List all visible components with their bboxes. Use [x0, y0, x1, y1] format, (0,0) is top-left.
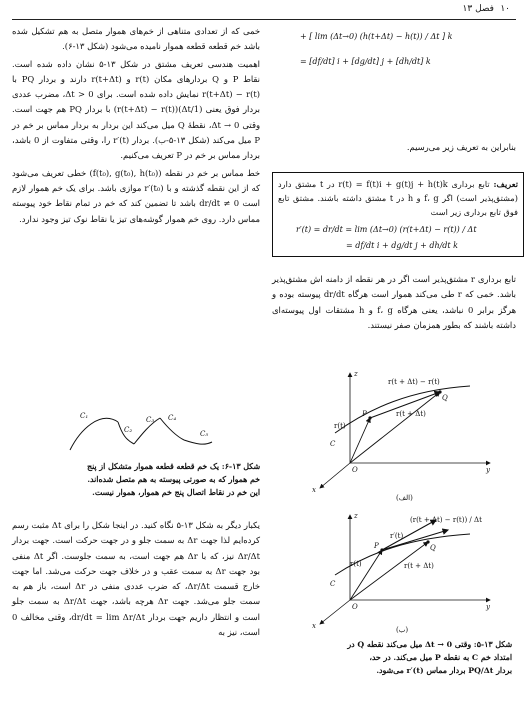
fig5a-origin-label: O: [352, 466, 358, 474]
fig5a-c-label: C: [330, 440, 336, 448]
fig5b-q-label: Q: [430, 544, 436, 552]
fig5a-diff-label: r(t + Δt) − r(t): [388, 378, 440, 386]
fig6-caption-line-1: شکل ۱۳-۶: یک خم قطعه قطعه هموار متشکل از پنج: [87, 462, 260, 471]
definition-box: [272, 172, 524, 257]
paragraph-therefore: بنابراین به تعریف زیر می‌رسیم.: [406, 142, 516, 152]
chapter-title: فصل ۱۳: [462, 4, 494, 14]
page-header: [0, 0, 528, 22]
fig5b-c-label: C: [330, 580, 336, 588]
figure-13-5-caption: [300, 638, 512, 677]
paragraph-piecewise-smooth: خمی که از تعدادی متناهی از خم‌های هموار متصل به هم تشکیل شده باشد خم قطعه قطعه هموار نامیده می‌شود (شکل ۱۳-۶).: [12, 26, 260, 52]
fig5b-z-label: z: [354, 512, 358, 520]
fig5-caption-line-1: شکل ۱۳-۵: وقتی Δt → 0 میل می‌کند نقطه Q در: [347, 640, 512, 649]
fig5b-x-label: x: [312, 622, 316, 630]
equation-limit-k: [300, 30, 500, 68]
curve-c3-label: C₃: [146, 416, 155, 424]
fig5b-p-label: P: [374, 542, 379, 550]
fig5b-rdt-label: r(t + Δt): [404, 562, 434, 570]
therefore-text: [272, 140, 516, 157]
paragraph-tangent-line: خط مماس بر خم در نقطه (f(t₀), g(t₀), h(t₀)) خطی تعریف می‌شود که از این نقطه گذشته و با r′(t₀) موازی باشد. برای یک خم هموار لازم است dr/dt ≠ 0 باشد تا تضمین کند که خم در تمام نقاط خود پیوسته مماس دارد. روی خم هموار گوشه‌های تیز یا نقاط نوک تیز وجود ندارد.: [12, 167, 260, 224]
smooth-curve-text: [272, 272, 516, 335]
curve-c1-label: C₁: [80, 412, 89, 420]
definition-equations: [278, 223, 518, 252]
fig5a-r-label: r(t): [334, 422, 346, 430]
figure-13-6-caption: [40, 460, 260, 499]
figure-13-5-a: [300, 368, 500, 503]
left-column-bottom: [12, 518, 260, 642]
fig5-caption-line-2: امتداد خم C به نقطه P میل می‌کند. در حد،: [369, 653, 512, 662]
fig5a-rdt-label: r(t + Δt): [396, 410, 426, 418]
def-eq-rhs: = lim (Δt→0) (r(t+Δt) − r(t)) / Δt: [345, 225, 477, 234]
fig5b-y-label: y: [486, 603, 490, 611]
fig5a-x-label: x: [312, 486, 316, 494]
page-number: ۱۰: [500, 4, 510, 14]
curve-c4-label: C₄: [168, 414, 177, 422]
fig5a-q-label: Q: [442, 394, 448, 402]
fig6-caption-line-2: خم هموار که به صورتی پیوسته به هم متصل شده‌اند.: [87, 475, 260, 484]
definition-text: تابع برداری r(t) = f(t)i + g(t)j + h(t)k در t مشتق دارد (مشتق‌پذیر است) اگر f، g و h در t مشتق داشته باشند. مشتق تابع فوق تابع برداری زیر است: [278, 179, 518, 217]
fig5-caption-line-3: بردار PQ/Δt بردار مماس r′(t) می‌شود.: [376, 666, 512, 675]
fig5a-z-label: z: [354, 370, 358, 378]
def-eq-components: = df/dt i + dg/dt j + dh/dt k: [346, 241, 459, 250]
left-column: [12, 24, 260, 229]
fig5b-panel-label: (ب): [396, 626, 409, 634]
equation-line-2: = [df/dt] i + [dg/dt] j + [dh/dt] k: [300, 57, 431, 66]
equation-line-1: + [ lim (Δt→0) (h(t+Δt) − h(t)) / Δt ] k: [300, 32, 453, 41]
header-rule: [12, 19, 516, 20]
fig5a-y-label: y: [486, 466, 490, 474]
paragraph-geometric-meaning: اهمیت هندسی تعریف مشتق در شکل ۱۳-۵ نشان داده شده است. نقاط P و Q بردارهای مکان r(t) و r(t+Δt) دارند و بردار PQ با r(t+Δt) − r(t) نمایش داده شده است. برای Δt > 0، مضرب عددی بردار فوق یعنی (1/Δt)(r(t+Δt) − r(t)) با بردار PQ هم جهت است. وقتی Δt → 0، نقطهٔ Q میل می‌کند این بردار به بردار مماس بر خم در P میل می‌کند (شکل ۱۳-۵-ب). بردار r′(t) را، وقتی متفاوت از 0 باشد، بردار مماس بر خم در P تعریف می‌کنیم.: [12, 58, 261, 161]
paragraph-direction: یکبار دیگر به شکل ۱۳-۵ نگاه کنید. در اینجا شکل را برای Δt مثبت رسم کرده‌ایم لذا جهت Δr به سمت جلو و در جهت حرکت است. جهت بردار Δr/Δt نیز، که با Δr هم جهت است، به سمت جلوست. اگر Δt منفی بود جهت Δr به سمت عقب و در خلاف جهت حرکت می‌شد. اما جهت خارج قسمت Δr/Δt، که ضرب عددی منفی در Δr است، باز هم به سمت جلو می‌شد. جهت Δr هرچه باشد، جهت Δr/Δt به سمت جلو است و انتظار داریم جهت بردار dr/dt = lim Δr/Δt، وقتی مخالف 0 است، نیز به: [12, 520, 260, 638]
fig5b-r-label: r(t): [350, 560, 362, 568]
fig5a-panel-label: (الف): [396, 494, 413, 502]
curve-c2-label: C₂: [124, 426, 133, 434]
def-eq-lhs: r′(t) = dr/dt: [296, 225, 343, 234]
curve-c5-label: C₅: [200, 430, 209, 438]
fig5b-quotient-label: (r(t + Δt) − r(t)) / Δt: [410, 516, 482, 524]
fig5b-origin-label: O: [352, 603, 358, 611]
figure-13-6: [60, 400, 230, 460]
figure-13-5-b: [300, 510, 500, 635]
fig5b-rprime-label: r′(t): [390, 532, 404, 540]
fig6-caption-line-3: این خم در نقاط اتصال پنج خم هموار، هموار نیست.: [92, 488, 260, 497]
paragraph-smooth: تابع برداری r مشتق‌پذیر است اگر در هر نقطه از دامنه اش مشتق‌پذیر باشد. خمی که r طی می‌کند هموار است هرگاه dr/dt پیوسته بوده و هرگز برابر 0 نباشد، یعنی هرگاه f، g و h مشتقات اول پیوسته‌ای داشته باشند که بطور همزمان صفر نیستند.: [272, 274, 517, 330]
fig5a-p-label: P: [362, 410, 367, 418]
definition-title: تعریف:: [493, 179, 518, 189]
